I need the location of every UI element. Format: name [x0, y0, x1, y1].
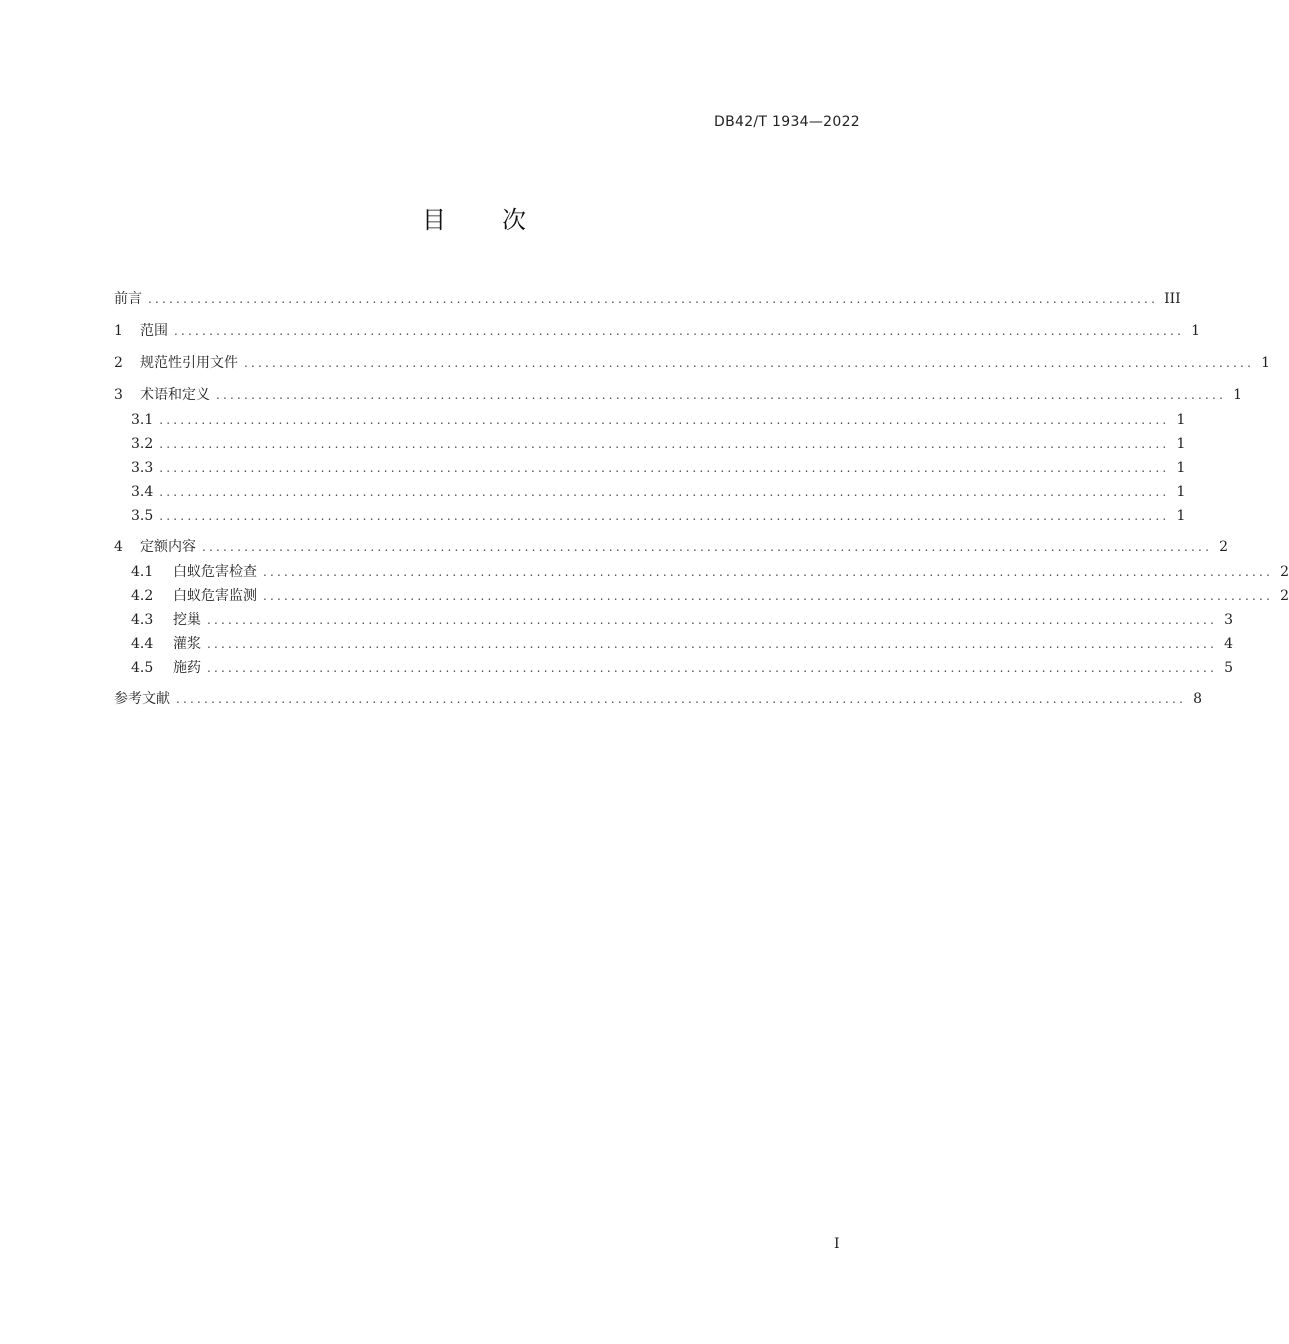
toc-dot-leader: ................................................................................................................................................ — [159, 461, 1170, 475]
toc-dot-leader: ................................................................................................................................................ — [148, 292, 1159, 306]
toc-entry-label: 术语和定义 — [140, 387, 210, 403]
toc-entry-page: 1 — [1176, 412, 1186, 428]
toc-entry-page: 1 — [1233, 387, 1243, 403]
toc-entry-4-4[interactable] — [131, 634, 1234, 654]
toc-dot-leader: ................................................................................................................................................ — [263, 589, 1274, 603]
toc-entry-3-4[interactable] — [131, 482, 1186, 502]
toc-dot-leader: ................................................................................................................................................ — [263, 565, 1274, 579]
toc-entry-number: 1 — [114, 323, 123, 339]
toc-entry-page: 8 — [1193, 691, 1203, 707]
toc-entry-page: 2 — [1280, 588, 1289, 604]
toc-entry-bibliography[interactable] — [114, 689, 1203, 709]
toc-entry-page: 3 — [1224, 612, 1234, 628]
toc-entry-number: 2 — [114, 355, 123, 371]
toc-entry-4-5[interactable] — [131, 658, 1234, 678]
document-code: DB42/T 1934—2022 — [714, 114, 860, 130]
toc-entry-number: 4.5 — [131, 660, 154, 676]
toc-entry-page: 4 — [1224, 636, 1234, 652]
toc-entry-label: 定额内容 — [140, 539, 196, 555]
toc-entry-scope[interactable] — [114, 321, 1201, 341]
toc-entry-terms-definitions[interactable] — [114, 385, 1243, 405]
page-number: I — [834, 1236, 840, 1252]
page-title-char-2: 次 — [502, 206, 528, 234]
toc-entry-quota-content[interactable] — [114, 537, 1229, 557]
toc-entry-number: 4 — [114, 539, 123, 555]
toc-entry-number: 3.5 — [131, 508, 154, 524]
toc-entry-page: 1 — [1191, 323, 1201, 339]
toc-dot-leader: ................................................................................................................................................ — [207, 637, 1218, 651]
toc-entry-label: 灌浆 — [173, 636, 201, 652]
toc-entry-number: 3 — [114, 387, 123, 403]
toc-entry-label: 白蚁危害检查 — [173, 564, 257, 580]
toc-dot-leader: ................................................................................................................................................ — [176, 692, 1187, 706]
toc-entry-label: 规范性引用文件 — [140, 355, 238, 371]
page-title — [0, 200, 950, 235]
toc-entry-page: 1 — [1176, 436, 1186, 452]
toc-entry-page: 1 — [1261, 355, 1271, 371]
toc-dot-leader: ................................................................................................................................................ — [159, 485, 1170, 499]
toc-entry-4-3[interactable] — [131, 610, 1234, 630]
toc-dot-leader: ................................................................................................................................................ — [174, 324, 1185, 338]
toc-entry-page: III — [1164, 291, 1181, 307]
toc-entry-normative-references[interactable] — [114, 353, 1271, 373]
toc-entry-label: 范围 — [140, 323, 168, 339]
toc-dot-leader: ................................................................................................................................................ — [207, 613, 1218, 627]
toc-entry-label: 参考文献 — [114, 691, 170, 707]
toc-entry-number: 4.4 — [131, 636, 154, 652]
toc-entry-label: 挖巢 — [173, 612, 201, 628]
toc-entry-3-2[interactable] — [131, 434, 1186, 454]
toc-entry-number: 3.4 — [131, 484, 154, 500]
toc-entry-number: 4.1 — [131, 564, 154, 580]
toc-entry-number: 3.1 — [131, 412, 154, 428]
toc-dot-leader: ................................................................................................................................................ — [202, 540, 1213, 554]
toc-entry-label: 施药 — [173, 660, 201, 676]
toc-entry-preface[interactable] — [114, 289, 1181, 309]
toc-entry-page: 5 — [1224, 660, 1234, 676]
toc-dot-leader: ................................................................................................................................................ — [216, 388, 1227, 402]
toc-entry-number: 4.3 — [131, 612, 154, 628]
toc-entry-page: 2 — [1280, 564, 1289, 580]
toc-entry-4-2[interactable] — [131, 586, 1289, 606]
toc-entry-3-5[interactable] — [131, 506, 1186, 526]
toc-entry-page: 1 — [1176, 484, 1186, 500]
toc-entry-3-3[interactable] — [131, 458, 1186, 478]
toc-dot-leader: ................................................................................................................................................ — [207, 661, 1218, 675]
toc-entry-label: 白蚁危害监测 — [173, 588, 257, 604]
toc-entry-4-1[interactable] — [131, 562, 1289, 582]
toc-entry-label: 前言 — [114, 291, 142, 307]
toc-entry-number: 4.2 — [131, 588, 154, 604]
toc-entry-page: 2 — [1219, 539, 1229, 555]
toc-dot-leader: ................................................................................................................................................ — [159, 437, 1170, 451]
toc-entry-number: 3.3 — [131, 460, 154, 476]
page-title-char-1: 目 — [422, 206, 448, 234]
toc-dot-leader: ................................................................................................................................................ — [244, 356, 1255, 370]
toc-entry-number: 3.2 — [131, 436, 154, 452]
toc-dot-leader: ................................................................................................................................................ — [159, 413, 1170, 427]
toc-dot-leader: ................................................................................................................................................ — [159, 509, 1170, 523]
toc-entry-page: 1 — [1176, 460, 1186, 476]
toc-entry-3-1[interactable] — [131, 410, 1186, 430]
toc-entry-page: 1 — [1176, 508, 1186, 524]
